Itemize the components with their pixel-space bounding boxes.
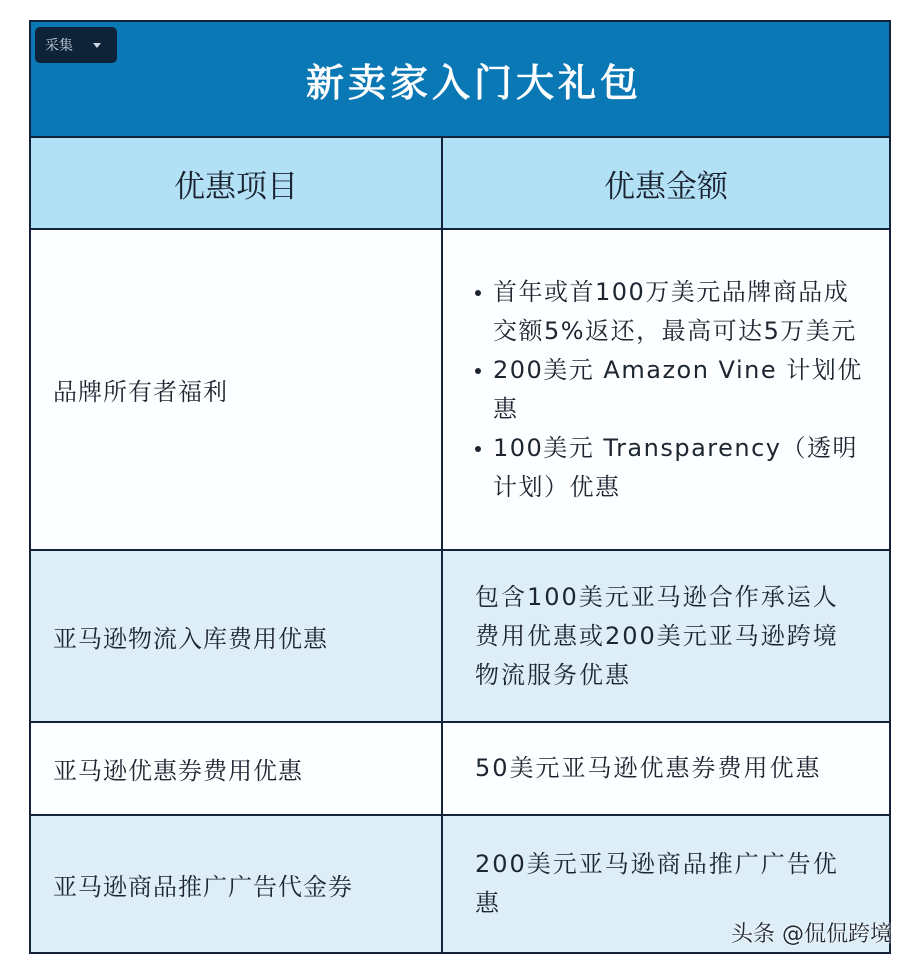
item-label: 品牌所有者福利 bbox=[53, 378, 228, 406]
caret-down-icon bbox=[93, 43, 101, 48]
amount-cell bbox=[443, 723, 889, 814]
amount-bullet: 200美元 Amazon Vine 计划优惠 bbox=[471, 351, 863, 429]
column-header-item: 优惠项目 bbox=[31, 138, 443, 228]
amount-cell bbox=[443, 230, 889, 549]
amount-text: 200美元亚马逊商品推广广告优惠 bbox=[475, 850, 839, 917]
item-label: 亚马逊商品推广广告代金券 bbox=[53, 872, 353, 901]
table-title: 新卖家入门大礼包 bbox=[305, 60, 642, 105]
amount-text: 包含100美元亚马逊合作承运人费用优惠或200美元亚马逊跨境物流服务优惠 bbox=[475, 582, 839, 689]
amount-bullet: 首年或首100万美元品牌商品成交额5%返还，最高可达5万美元 bbox=[471, 273, 863, 351]
item-cell bbox=[31, 230, 443, 549]
item-cell bbox=[31, 723, 443, 814]
table-header-row bbox=[31, 138, 889, 230]
item-label: 亚马逊优惠券费用优惠 bbox=[53, 757, 303, 785]
item-cell bbox=[31, 551, 443, 721]
benefits-table bbox=[29, 20, 891, 954]
table-row bbox=[31, 723, 889, 816]
column-header-amount: 优惠金额 bbox=[604, 168, 728, 205]
table-row bbox=[31, 230, 889, 551]
amount-text: 50美元亚马逊优惠券费用优惠 bbox=[475, 754, 822, 782]
item-cell bbox=[31, 816, 443, 952]
collect-dropdown-button[interactable] bbox=[35, 27, 117, 63]
amount-bullet: 100美元 Transparency（透明计划）优惠 bbox=[471, 429, 863, 507]
table-title-bar bbox=[31, 22, 889, 138]
watermark: 头条 @侃侃跨境 bbox=[731, 922, 892, 947]
item-label: 亚马逊物流入库费用优惠 bbox=[53, 624, 328, 653]
table-row bbox=[31, 551, 889, 723]
amount-bullet-list bbox=[471, 273, 863, 507]
collect-label: 采集 bbox=[45, 38, 73, 54]
amount-cell bbox=[443, 551, 889, 721]
